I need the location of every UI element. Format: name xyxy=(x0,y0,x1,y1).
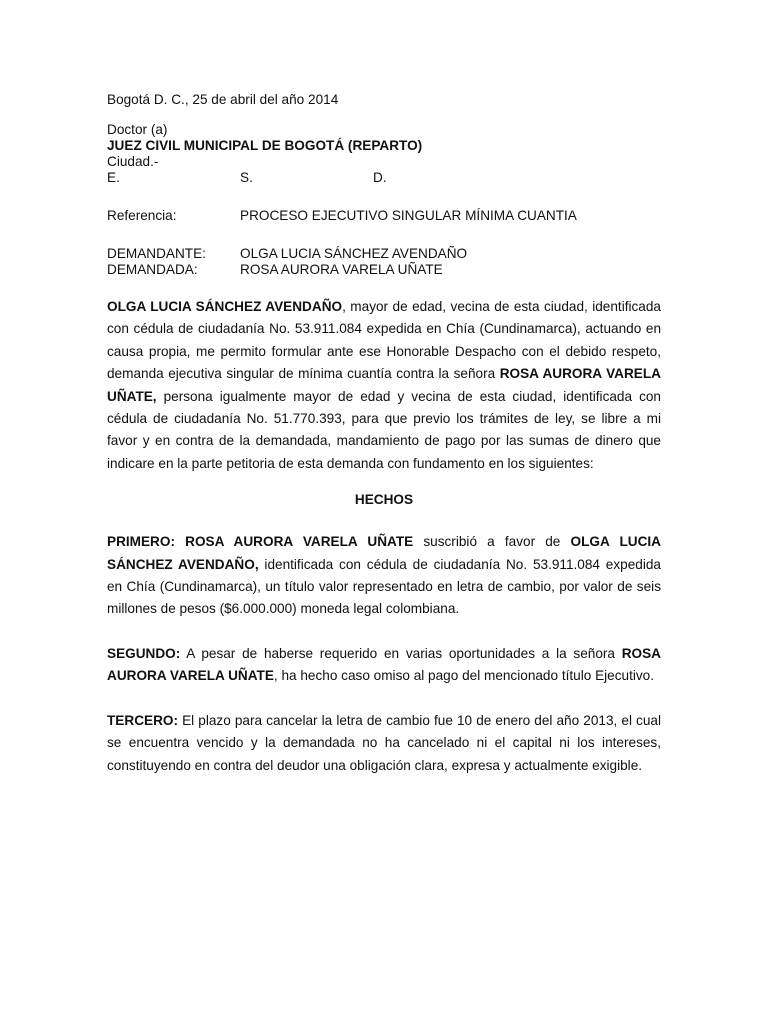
reference-label: Referencia: xyxy=(107,208,177,223)
intro-name: OLGA LUCIA SÁNCHEZ AVENDAÑO xyxy=(107,299,343,314)
ese-line xyxy=(107,170,661,186)
fact-second-label: SEGUNDO: xyxy=(107,645,181,661)
fact-second xyxy=(107,643,661,688)
fact-third xyxy=(107,710,661,777)
intro-text-2: persona igualmente mayor de edad y vecina de esta ciudad, identificada con cédula de ciudadanía No. 51.770.393, para que previo los trámites de ley, se libre a mi favor y en contra de la demandada, mandamiento de pago por las sumas de dinero que indicare en la parte petitoria de esta demanda con fundamento en los siguientes: xyxy=(107,388,661,471)
fact-first-label: PRIMERO: ROSA AURORA VARELA UÑATE xyxy=(107,534,414,550)
fact-second-text-2: , ha hecho caso omiso al pago del mencionado título Ejecutivo. xyxy=(273,668,655,684)
fact-first xyxy=(107,531,661,621)
section-title: HECHOS xyxy=(354,492,414,508)
intro-defendant: ROSA AURORA VARELA UÑATE, xyxy=(107,366,661,404)
defendant-line xyxy=(107,262,661,278)
place-date: Bogotá D. C., 25 de abril del año 2014 xyxy=(107,92,339,107)
defendant-value: ROSA AURORA VARELA UÑATE xyxy=(240,262,443,277)
fact-first-beneficiary: OLGA LUCIA SÁNCHEZ AVENDAÑO, xyxy=(107,534,661,572)
defendant-label: DEMANDADA: xyxy=(107,262,198,277)
fact-second-text-1: A pesar de haberse requerido en varias oportunidades a la señora xyxy=(180,645,622,661)
city: Ciudad.- xyxy=(107,154,159,169)
fact-third-text: El plazo para cancelar la letra de cambio fue 10 de enero del año 2013, el cual se encuentra vencido y la demandada no ha cancelado ni el capital ni los intereses, constituyendo en contra del deudor una obligación clara, expresa y actualmente exigible. xyxy=(107,712,661,773)
intro-paragraph xyxy=(107,296,661,475)
salutation: Doctor (a) xyxy=(107,122,168,137)
document-body xyxy=(107,92,661,777)
reference-value: PROCESO EJECUTIVO SINGULAR MÍNIMA CUANTIA xyxy=(240,208,577,223)
fact-third-label: TERCERO: xyxy=(107,712,178,728)
ese-e: E. xyxy=(107,170,120,185)
plaintiff-line xyxy=(107,246,661,262)
addressee: JUEZ CIVIL MUNICIPAL DE BOGOTÁ (REPARTO) xyxy=(107,138,423,153)
fact-first-text-2: identificada con cédula de ciudadanía No. 53.911.084 expedida en Chía (Cundinamarca), un título valor representado en letra de cambio, por valor de seis millones de pesos ($6.000.000) moneda legal colombiana. xyxy=(107,556,661,617)
fact-second-name: ROSA AURORA VARELA UÑATE xyxy=(107,645,661,684)
plaintiff-value: OLGA LUCIA SÁNCHEZ AVENDAÑO xyxy=(240,246,468,261)
ese-d: D. xyxy=(373,170,387,185)
intro-text-1: , mayor de edad, vecina de esta ciudad, identificada con cédula de ciudadanía No. 53.911.084 expedida en Chía (Cundinamarca), actuando en causa propia, me permito formular ante ese Honorable Despacho con el debido respeto, demanda ejecutiva singular de mínima cuantía contra la señora xyxy=(107,299,661,382)
fact-first-text-1: suscribió a favor de xyxy=(413,534,571,550)
reference-line xyxy=(107,208,661,224)
plaintiff-label: DEMANDANTE: xyxy=(107,246,206,261)
ese-s: S. xyxy=(240,170,253,185)
